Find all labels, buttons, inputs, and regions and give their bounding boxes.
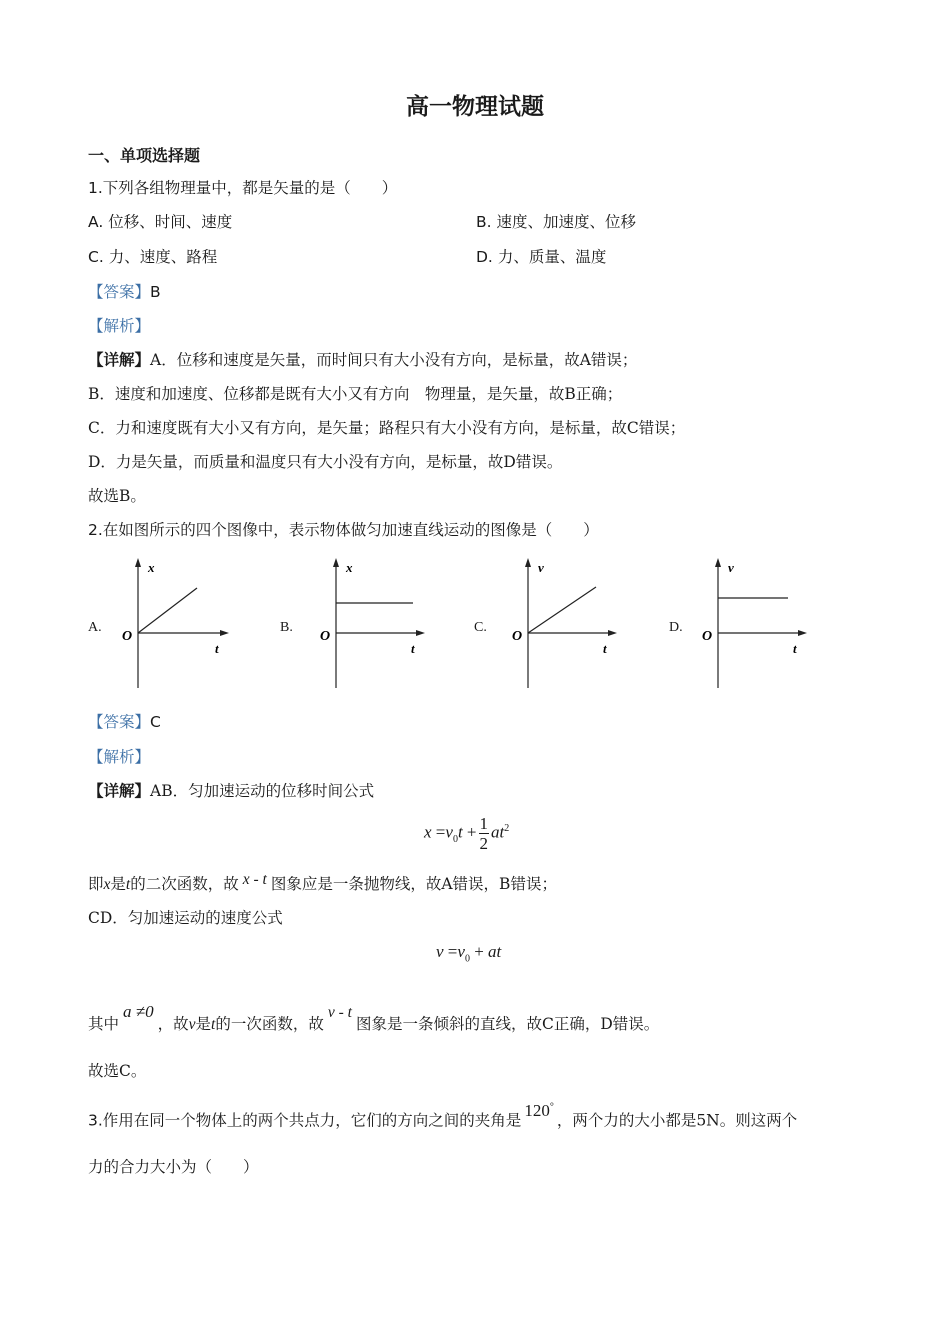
fraction: [479, 814, 490, 853]
q1-conclusion: 故选B。: [88, 487, 146, 505]
page-title: 高一物理试题: [406, 93, 544, 120]
graph-d: [696, 556, 816, 692]
math-symbol: v: [188, 1016, 196, 1033]
y-axis-label: v: [728, 560, 734, 575]
fraction-denominator: 2: [479, 834, 489, 853]
q1-detail-line: D．力是矢量，而质量和温度只有大小没有方向，是标量，故D错误。: [88, 453, 563, 471]
q2-line-xt: [88, 871, 557, 895]
math-symbol: x: [103, 876, 111, 893]
text: 图象应是一条抛物线，故A错误，B错误；: [270, 875, 557, 893]
angle-value: 120: [524, 1100, 550, 1120]
option-letter: A.: [88, 213, 104, 231]
graph-c-label: C.: [474, 620, 487, 635]
answer-value: B: [150, 283, 161, 301]
text: 的一次函数，故: [215, 1015, 324, 1033]
q2-analysis-tag: 【解析】: [88, 748, 151, 766]
formula-velocity: [436, 942, 501, 964]
q3-stem-cont: 力的合力大小为（ ）: [88, 1158, 259, 1176]
graph-c: [506, 556, 626, 692]
y-axis-arrow: [333, 558, 339, 567]
text: 即: [88, 875, 104, 893]
q1-option-a: [88, 212, 232, 232]
formula-superscript: 2: [504, 822, 510, 834]
x-axis-label: t: [215, 641, 219, 656]
text: 是: [195, 1015, 212, 1033]
text: 是: [110, 875, 126, 893]
formula-subscript: 0: [464, 953, 470, 965]
graph-b: [314, 556, 434, 692]
q2-answer: [88, 712, 161, 732]
q3-stem: [88, 1100, 798, 1131]
q2-line-vt: [88, 1002, 660, 1035]
answer-tag: 【答案】: [88, 283, 151, 301]
formula-displacement: [424, 814, 509, 853]
y-axis-arrow: [135, 558, 141, 567]
q1-stem-text: 下列各组物理量中，都是矢量的是（ ）: [102, 179, 398, 197]
option-text: 位移、时间、速度: [108, 213, 233, 231]
q2-line-cd: CD．匀加速运动的速度公式: [88, 909, 283, 927]
graph-a-label: A.: [88, 620, 102, 635]
formula-operator: =: [435, 822, 446, 842]
y-axis-label: x: [148, 560, 155, 575]
math-symbol: t: [125, 876, 131, 893]
origin-label: O: [122, 629, 133, 644]
q2-conclusion: 故选C。: [88, 1062, 147, 1080]
graph-b-label: B.: [280, 620, 293, 635]
math-expression: v - t: [327, 1004, 352, 1021]
q1-option-d: [476, 247, 606, 267]
x-axis-label: t: [793, 641, 797, 656]
q1-answer: [88, 282, 161, 302]
q2-graphs: [86, 556, 826, 696]
formula-operator: +: [466, 822, 477, 842]
text: 图象是一条倾斜的直线，故C正确，D错误。: [355, 1015, 660, 1033]
text: 的二次函数，故: [130, 875, 239, 893]
q2-stem: [88, 520, 599, 540]
fraction-numerator: 1: [479, 814, 489, 833]
math-expression: a ≠0: [123, 1002, 154, 1021]
option-letter: D.: [476, 248, 493, 266]
formula-symbol: x: [424, 822, 432, 842]
q3-stem-text: 作用在同一个物体上的两个共点力，它们的方向之间的夹角是: [102, 1111, 522, 1130]
graph-line: [528, 587, 596, 633]
q1-option-b: [476, 212, 636, 232]
formula-operator: +: [474, 942, 484, 961]
q2-stem-text: 在如图所示的四个图像中，表示物体做匀加速直线运动的图像是（ ）: [102, 521, 599, 539]
q3-stem-text: ，两个力的大小都是5N。则这两个: [556, 1111, 798, 1130]
formula-symbol: v: [436, 942, 444, 961]
answer-tag: 【答案】: [88, 713, 151, 731]
text: ，故: [157, 1015, 189, 1033]
formula-subscript: 0: [452, 833, 458, 845]
answer-value: C: [150, 713, 161, 731]
q1-number: 1.: [88, 179, 103, 197]
math-symbol: t: [211, 1016, 216, 1033]
graph-d-label: D.: [669, 620, 683, 635]
x-axis-arrow: [798, 630, 807, 636]
q2-detail-line: [88, 781, 374, 801]
y-axis-arrow: [525, 558, 531, 567]
q1-detail-line: [88, 350, 637, 370]
detail-tag: 【详解】: [88, 781, 151, 800]
x-axis-arrow: [608, 630, 617, 636]
graph-a: [116, 556, 236, 692]
y-axis-label: x: [346, 560, 353, 575]
x-axis-label: t: [411, 641, 415, 656]
option-text: 力、速度、路程: [108, 248, 218, 266]
formula-symbol: v: [457, 942, 465, 961]
q2-number: 2.: [88, 521, 103, 539]
q1-analysis-tag: 【解析】: [88, 317, 151, 335]
q1-detail-line: B．速度和加速度、位移都是既有大小又有方向 物理量，是矢量，故B正确；: [88, 385, 623, 403]
x-axis-label: t: [603, 641, 607, 656]
origin-label: O: [702, 629, 713, 644]
option-text: 速度、加速度、位移: [496, 213, 637, 231]
origin-label: O: [512, 629, 523, 644]
detail-text: A．位移和速度是矢量，而时间只有大小没有方向，是标量，故A错误；: [150, 351, 638, 369]
text: 其中: [88, 1015, 120, 1033]
x-axis-arrow: [220, 630, 229, 636]
section-heading: 一、单项选择题: [88, 146, 201, 165]
formula-symbol: t: [457, 822, 463, 842]
y-axis-arrow: [715, 558, 721, 567]
math-expression: x - t: [242, 871, 267, 888]
formula-symbol: v: [445, 822, 453, 842]
option-text: 力、质量、温度: [497, 248, 607, 266]
formula-symbol: at: [488, 942, 502, 961]
q1-option-c: [88, 247, 217, 267]
detail-tag: 【详解】: [88, 350, 151, 369]
option-letter: B.: [476, 213, 492, 231]
q3-angle: [524, 1101, 554, 1120]
degree-symbol: °: [549, 1101, 554, 1112]
x-axis-arrow: [416, 630, 425, 636]
q1-detail-line: C．力和速度既有大小又有方向，是矢量；路程只有大小没有方向，是标量，故C错误；: [88, 419, 686, 437]
y-axis-label: v: [538, 560, 544, 575]
formula-symbol: at: [491, 822, 505, 842]
origin-label: O: [320, 629, 331, 644]
detail-text: AB．匀加速运动的位移时间公式: [150, 782, 375, 800]
graph-line: [138, 588, 197, 633]
option-letter: C.: [88, 248, 104, 266]
formula-operator: =: [447, 942, 458, 961]
q1-stem: [88, 178, 397, 198]
q3-number: 3.: [88, 1111, 103, 1130]
